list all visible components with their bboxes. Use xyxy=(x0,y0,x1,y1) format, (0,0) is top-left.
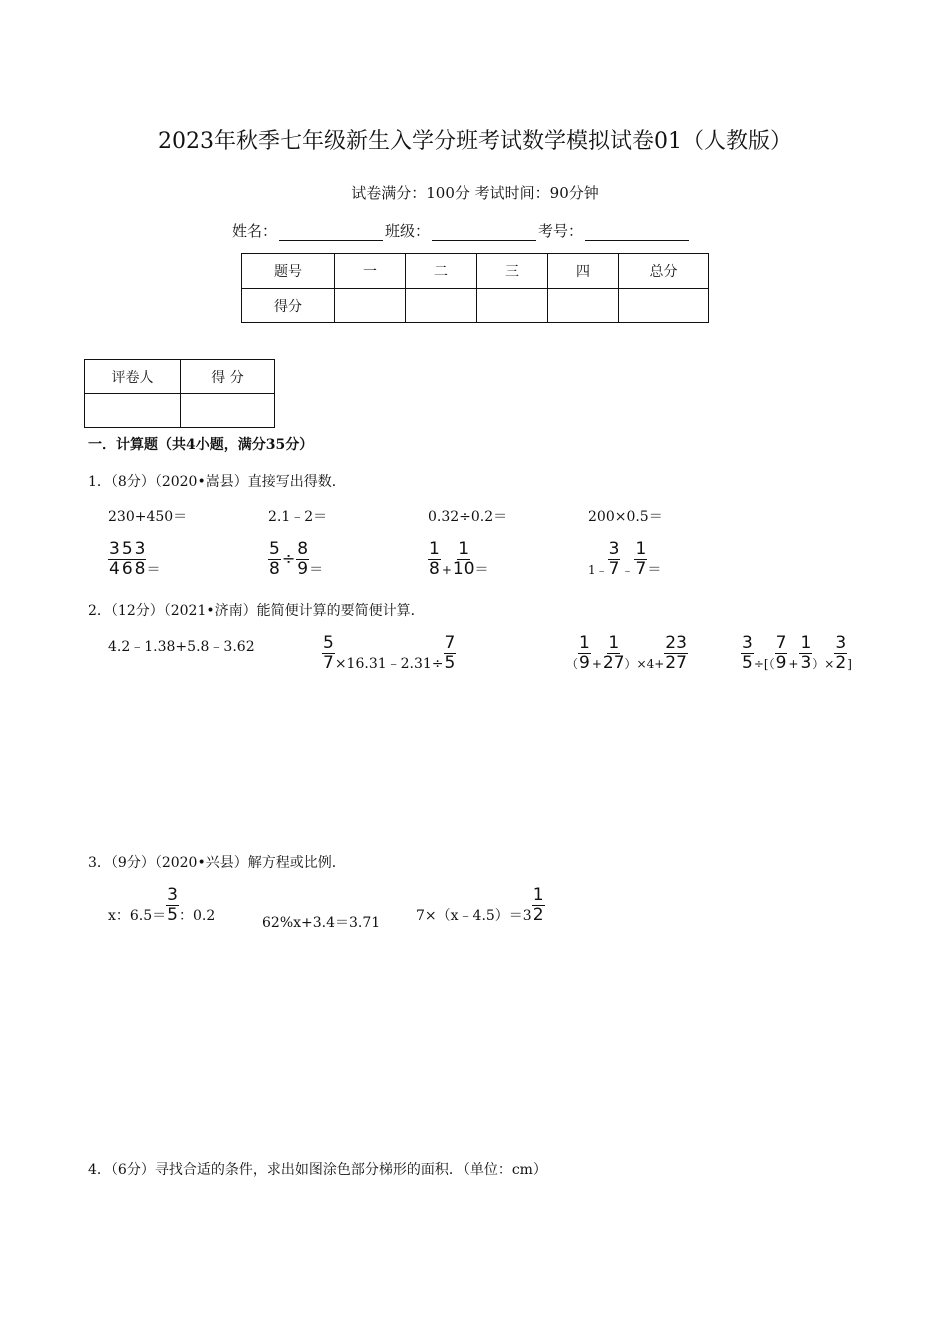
score-header: 总分 xyxy=(619,254,709,289)
number-label: 考号： xyxy=(538,222,584,240)
q1-fraction-expr-4: $_{1﹣}$ $\frac{3}{7}$ $_﹣$ $\frac{1}{7}$ ＝ xyxy=(588,539,662,579)
class-blank[interactable] xyxy=(432,224,536,241)
score-header: 三 xyxy=(477,254,548,289)
fraction: $\frac{7}{5}$ xyxy=(444,633,456,673)
section-heading: 一．计算题（共4小题，满分35分） xyxy=(88,437,314,453)
number-blank[interactable] xyxy=(585,224,689,241)
fraction: $\frac{1}{7}$ xyxy=(635,539,647,579)
fraction: $\frac{1}{8}$ xyxy=(429,539,440,579)
q2-expr-2: $\frac{5}{7}$ ×16.31﹣2.31÷ $\frac{7}{5}$ xyxy=(323,633,456,673)
score-header: 一 xyxy=(335,254,406,289)
student-info-fields xyxy=(232,220,691,241)
grader-header: 得 分 xyxy=(181,360,275,394)
exam-info: 试卷满分：100分 考试时间：90分钟 xyxy=(351,184,599,202)
score-cell[interactable] xyxy=(477,289,548,323)
grader-cell[interactable] xyxy=(181,394,275,428)
score-cell[interactable] xyxy=(619,289,709,323)
score-header: 题号 xyxy=(242,254,335,289)
question-1-stem: 1．（8分）（2020•嵩县）直接写出得数． xyxy=(88,474,346,490)
q3-expr-3: 7×（x﹣4.5）＝3 $\frac{1}{2}$ xyxy=(416,885,544,925)
fraction: $\frac{8}{9}$ xyxy=(297,539,309,579)
score-cell[interactable] xyxy=(406,289,477,323)
q1-expr: 200×0.5＝ xyxy=(588,509,663,525)
score-header: 二 xyxy=(406,254,477,289)
name-label: 姓名： xyxy=(232,222,278,240)
fraction: $\frac{7}{9}$ xyxy=(775,633,787,673)
q1-fraction-expr-1: $\frac{3}{4}$ $\frac{5}{6}$ $\frac{3}{8}$ ＝ xyxy=(109,539,161,579)
grader-cell[interactable] xyxy=(85,394,181,428)
q3-expr-1: x：6.5＝ $\frac{3}{5}$ ：0.2 xyxy=(108,885,216,925)
q2-expr-3: $_($ $\frac{1}{9}$ $_+$ $\frac{1}{27}$ $_{)\times 4+}$ $\frac{23}{27}$ xyxy=(566,633,687,673)
q1-expr: 0.32÷0.2＝ xyxy=(428,509,508,525)
fraction: $\frac{3}{7}$ xyxy=(608,539,620,579)
score-cell[interactable] xyxy=(548,289,619,323)
fraction: $\frac{3}{5}$ xyxy=(167,885,178,925)
question-2-stem: 2．（12分）（2021•济南）能简便计算的要简便计算． xyxy=(88,603,425,619)
q2-expr-4: $\frac{3}{5}$ $_{\div[(}$ $\frac{7}{9}$ $_+$ $\frac{1}{3}$ $_{)\times}$ $\frac{3}{2}$ $_]$ xyxy=(742,633,852,673)
score-cell[interactable] xyxy=(335,289,406,323)
fraction: $\frac{5}{6}$ xyxy=(121,539,133,579)
q1-fraction-expr-3: $\frac{1}{8}$ $_+$ $\frac{1}{10}$ ＝ xyxy=(429,539,489,579)
fraction: $\frac{3}{8}$ xyxy=(134,539,146,579)
page-title: 2023年秋季七年级新生入学分班考试数学模拟试卷01（人教版） xyxy=(158,129,792,154)
fraction: $\frac{1}{2}$ xyxy=(532,885,544,925)
grader-table xyxy=(84,359,275,428)
fraction: $\frac{3}{2}$ xyxy=(835,633,847,673)
fraction: $\frac{3}{5}$ xyxy=(742,633,753,673)
fraction: $\frac{1}{10}$ xyxy=(452,539,475,579)
fraction: $\frac{1}{9}$ xyxy=(579,633,590,673)
q1-expr: 2.1﹣2＝ xyxy=(268,509,328,525)
q1-fraction-expr-2: $\frac{5}{8}$ ÷ $\frac{8}{9}$ ＝ xyxy=(269,539,324,579)
class-label: 班级： xyxy=(385,222,431,240)
score-table xyxy=(241,253,709,323)
fraction: $\frac{23}{27}$ xyxy=(665,633,687,673)
q2-expr-1: 4.2﹣1.38+5.8﹣3.62 xyxy=(108,639,255,655)
fraction: $\frac{3}{4}$ xyxy=(109,539,120,579)
q1-expr: 230+450＝ xyxy=(108,509,188,525)
grader-header: 评卷人 xyxy=(85,360,181,394)
score-row-label: 得分 xyxy=(242,289,335,323)
fraction: $\frac{5}{7}$ xyxy=(323,633,334,673)
fraction: $\frac{1}{3}$ xyxy=(800,633,812,673)
q3-expr-2: 62%x+3.4＝3.71 xyxy=(262,915,381,931)
fraction: $\frac{5}{8}$ xyxy=(269,539,280,579)
score-header: 四 xyxy=(548,254,619,289)
question-3-stem: 3．（9分）（2020•兴县）解方程或比例． xyxy=(88,855,346,871)
name-blank[interactable] xyxy=(279,224,383,241)
question-4-stem: 4．（6分）寻找合适的条件，求出如图涂色部分梯形的面积．（单位：cm） xyxy=(88,1162,547,1178)
fraction: $\frac{1}{27}$ xyxy=(602,633,625,673)
